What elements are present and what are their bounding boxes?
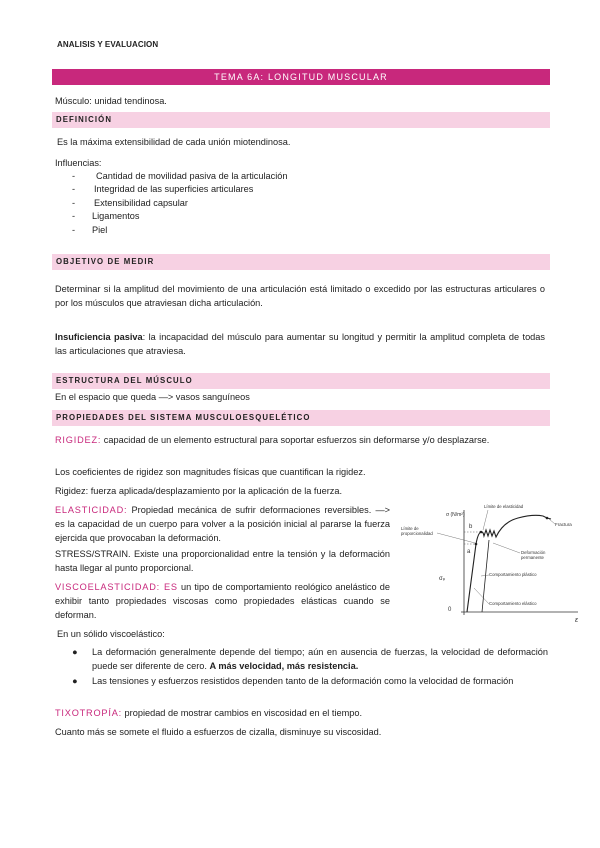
- insuficiencia-paragraph: [55, 330, 545, 358]
- point-a-label: a: [467, 549, 471, 555]
- rigidez-formula: Rigidez: fuerza aplicada/desplazamiento por la aplicación de la fuerza.: [55, 486, 343, 496]
- permanent-deformation-label: Deformación permanente: [521, 550, 546, 560]
- elasticidad-paragraph: [55, 503, 390, 545]
- plastic-behavior-label: Comportamiento plástico: [489, 572, 537, 577]
- section-estructura: ESTRUCTURA DEL MÚSCULO: [52, 373, 550, 389]
- sigma-p-label: σₚ: [439, 576, 446, 582]
- list-item: - Extensibilidad capsular: [72, 198, 188, 208]
- unloading-line: [482, 540, 489, 612]
- solido-text: En un sólido viscoelástico:: [57, 629, 165, 639]
- fracture-marker: [546, 517, 549, 520]
- insuficiencia-text: : la incapacidad del músculo para aumentar su longitud y permitir la amplitud completa de todas las articulaciones que atraviesa.: [55, 332, 545, 356]
- list-item: - Cantidad de movilidad pasiva de la articulación: [72, 171, 288, 181]
- document-page: ANALISIS Y EVALUACION TEMA 6A: LONGITUD MUSCULAR Músculo: unidad tendinosa. DEFINICIÓN Es la máxima extensibilidad de cada unión miotendinosa. Influencias: - Cantidad de movilidad pasiva de la articulación - Integridad de las superficies articulares - Extensibilidad capsular - Ligamentos - Piel OBJETIVO DE MEDIR Determinar si la amplitud del movimiento de una articulación está limitado o excedido por las estructuras articulares o por los músculos que atraviesan dicha articulación. Insuficiencia pasiva: la incapacidad del músculo para aumentar su longitud y permitir la amplitud completa de todas las articulaciones que atraviesa. ESTRUCTURA DEL MÚSCULO En el espacio que queda —> vasos sanguíneos PROPIEDADES DEL SISTEMA MUSCULOESQUELÉTICO RIGIDEZ: capacidad de un elemento estructural para soportar esfuerzos sin deformarse y/o desplazarse. Los coeficientes de rigidez son magnitudes físicas que cuantifican la rigidez. Rigidez: fuerza aplicada/desplazamiento por la aplicación de la fuerza. ELASTICIDAD: Propiedad mecánica de sufrir deformaciones reversibles. —> es la capacidad de un cuerpo para volver a la posición inicial al pararse la fuerza ejercida que provocaban la deformación. STRESS/STRAIN. Existe una proporcionalidad entre la tensión y la deformación hasta llegar al punto proporcional. VISCOELASTICIDAD: ES un tipo de comportamiento reológico anelástico de exhibir tanto propiedades viscosas como propiedades elásticas cuando se deforman. En un sólido viscoelástico: ● La deformación generalmente depende del tiempo; aún en ausencia de fuerzas, la velocidad de deformación puede ser diferente de cero. A más velocidad, más resistencia. ● Las tensiones y esfuerzos resistidos dependen tanto de la deformación como la velocidad de formación TIXOTROPÍA: propiedad de mostrar cambios en viscosidad en el tiempo. Cuanto más se somete el fluido a esfuerzos de cizalla, disminuye su viscosidad. σ (N/m²) ε σₚ 0 a b Límite de elasticidad Límite de proporcionalidad Fractura Deformación permanente Comportamiento plástico Comportamiento elástico: [0, 0, 600, 848]
- insuficiencia-label: Insuficiencia pasiva: [55, 332, 143, 342]
- influencias-label: Influencias:: [55, 158, 102, 168]
- visco-text: un tipo de comportamiento reológico anelástico de exhibir tanto propiedades viscosas como propiedades elásticas cuando se deforman.: [55, 582, 390, 620]
- tixotropia-paragraph: [55, 706, 362, 720]
- estructura-text: En el espacio que queda —> vasos sanguíneos: [55, 392, 250, 402]
- objetivo-text: Determinar si la amplitud del movimiento de una articulación está limitado o excedido por las estructuras articulares o por los músculos que atraviesan dicha articulación.: [55, 284, 545, 308]
- elastic-behavior-label: Comportamiento elástico: [489, 601, 537, 606]
- elastic-limit-label: Límite de elasticidad: [484, 504, 524, 509]
- coeficientes-text: Los coeficientes de rigidez son magnitudes físicas que cuantifican la rigidez.: [55, 467, 366, 477]
- list-item: - Piel: [72, 225, 108, 235]
- point-a-marker: [475, 543, 478, 546]
- x-axis-label: ε: [575, 617, 579, 624]
- visco-term: VISCOELASTICIDAD: ES: [55, 582, 178, 592]
- y-axis-label: σ (N/m²): [446, 512, 465, 518]
- rigidez-paragraph: [55, 433, 545, 447]
- visco-paragraph: [55, 580, 390, 622]
- tixotropia-text: propiedad de mostrar cambios en viscosidad en el tiempo.: [122, 708, 363, 718]
- stress-text: STRESS/STRAIN. Existe una proporcionalidad entre la tensión y la deformación hasta llegar al punto proporcional.: [55, 549, 390, 573]
- fracture-label: Fractura: [555, 522, 572, 527]
- stress-strain-curve: [467, 515, 551, 612]
- rigidez-term: RIGIDEZ:: [55, 435, 102, 445]
- section-propiedades: PROPIEDADES DEL SISTEMA MUSCULOESQUELÉTICO: [52, 410, 550, 426]
- cizalla-text: Cuanto más se somete el fluido a esfuerzos de cizalla, disminuye su viscosidad.: [55, 727, 382, 737]
- tixotropia-term: TIXOTROPÍA:: [55, 708, 122, 718]
- stress-strain-diagram: [393, 500, 585, 625]
- rigidez-text: capacidad de un elemento estructural para soportar esfuerzos sin deformarse y/o desplazarse.: [101, 435, 490, 445]
- origin-label: 0: [448, 607, 452, 613]
- list-item: - Ligamentos: [72, 211, 140, 221]
- point-b-label: b: [469, 524, 473, 530]
- point-b-marker: [480, 531, 483, 534]
- topic-title: TEMA 6A: LONGITUD MUSCULAR: [52, 69, 550, 85]
- list-item: - Integridad de las superficies articulares: [72, 184, 254, 194]
- bullet-icon: ●: [72, 647, 78, 657]
- definicion-text: Es la máxima extensibilidad de cada unión miotendinosa.: [57, 137, 291, 147]
- elasticidad-term: ELASTICIDAD:: [55, 505, 128, 515]
- document-header: ANALISIS Y EVALUACION: [57, 40, 159, 49]
- section-objetivo: OBJETIVO DE MEDIR: [52, 254, 550, 270]
- intro-text: Músculo: unidad tendinosa.: [55, 96, 167, 106]
- elasticidad-text: Propiedad mecánica de sufrir deformaciones reversibles. —> es la capacidad de un cuerpo para volver a la posición inicial al pararse la fuerza ejercida que provocaban la deformación.: [55, 505, 390, 543]
- bullet-icon: ●: [72, 676, 78, 686]
- proportional-limit-label: Límite de proporcionalidad: [401, 526, 433, 536]
- section-definicion: DEFINICIÓN: [52, 112, 550, 128]
